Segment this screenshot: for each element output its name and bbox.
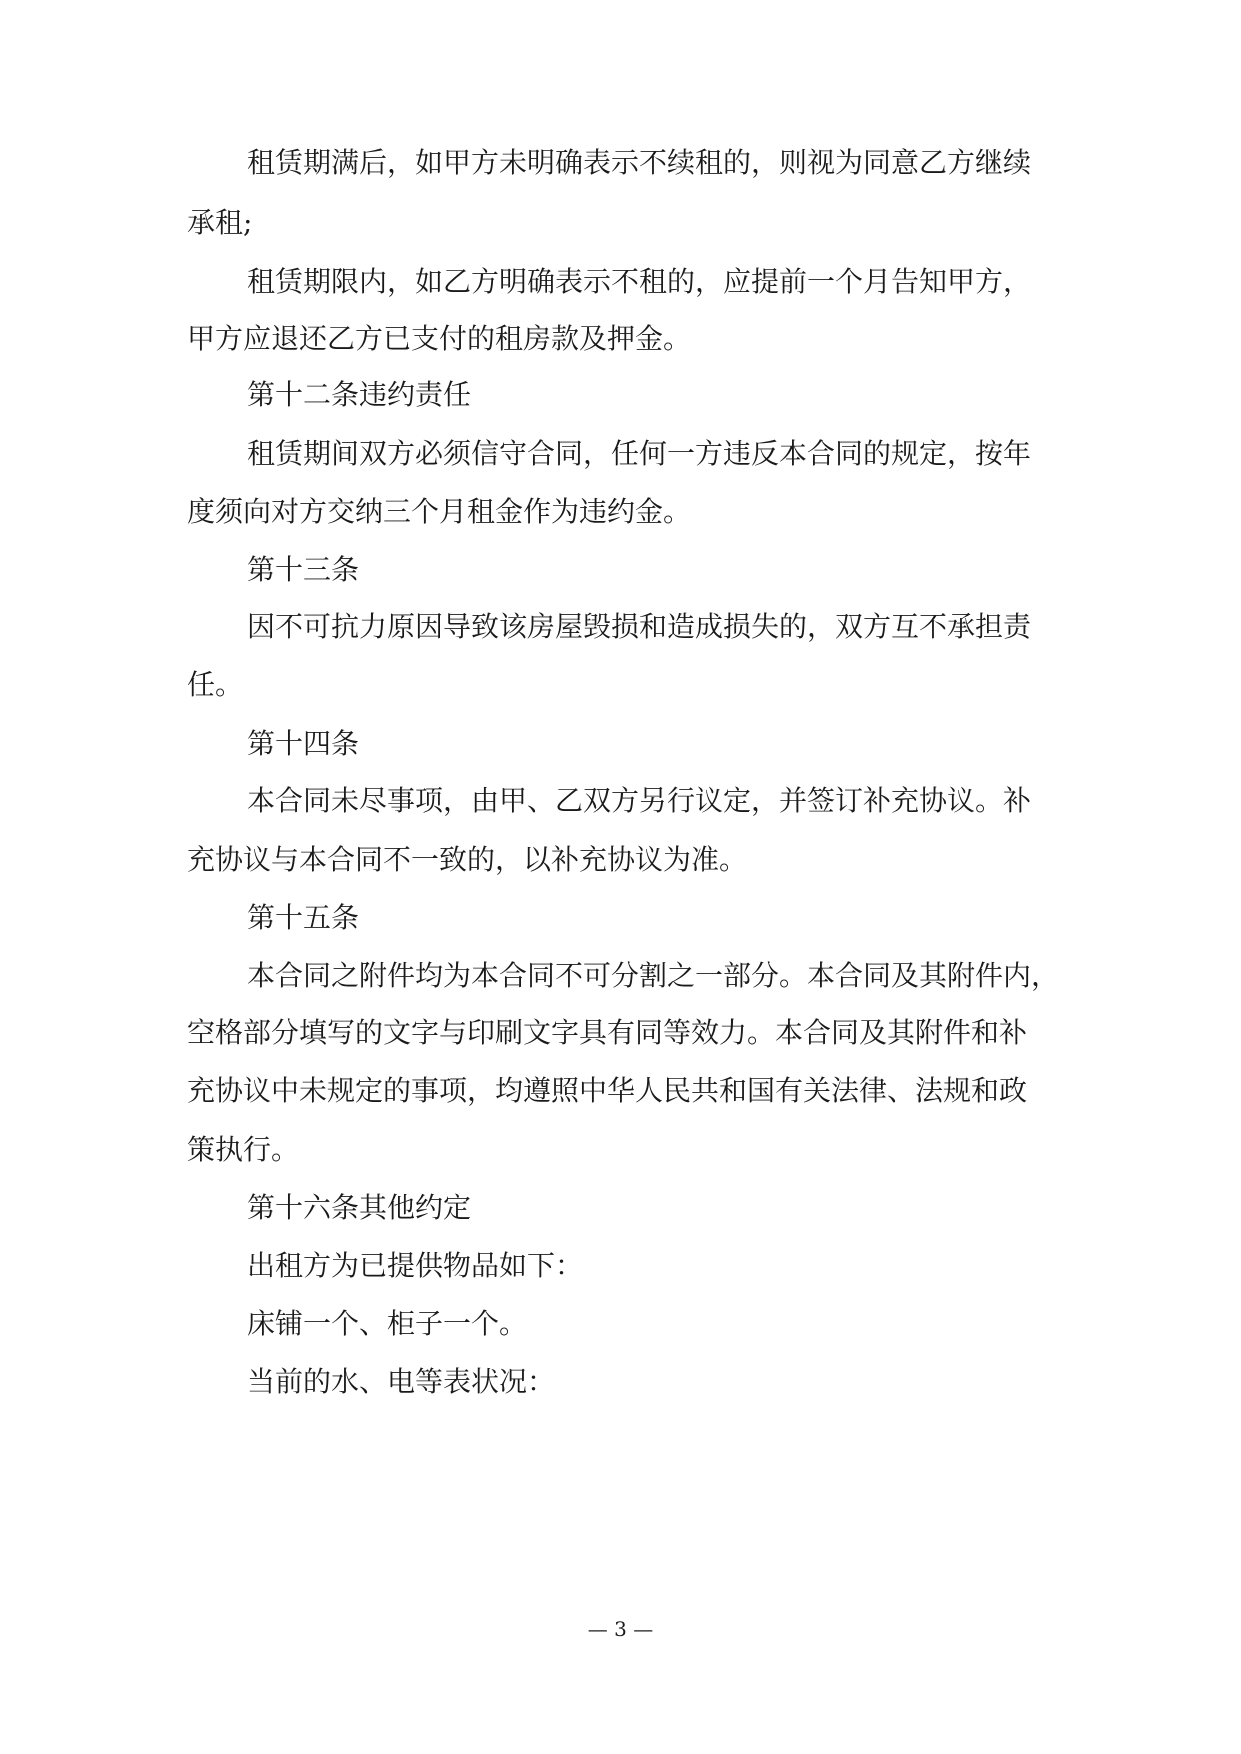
article-14-heading: 第十四条 xyxy=(247,727,360,760)
article-12-heading: 第十二条违约责任 xyxy=(247,378,472,411)
paragraph-4-line-1: 租赁期间双方必须信守合同，任何一方违反本合同的规定，按年 xyxy=(247,437,1032,470)
article-16-heading: 第十六条其他约定 xyxy=(247,1191,472,1224)
paragraph-6-line-2: 任。 xyxy=(187,668,244,701)
paragraph-4-line-2: 度须向对方交纳三个月租金作为违约金。 xyxy=(187,495,692,528)
paragraph-1-line-1: 租赁期满后，如甲方未明确表示不续租的，则视为同意乙方继续 xyxy=(247,146,1032,179)
paragraph-2-line-1: 租赁期限内，如乙方明确表示不租的，应提前一个月告知甲方， xyxy=(247,265,1032,298)
paragraph-1-line-2: 承租; xyxy=(187,206,253,239)
paragraph-13-line-1: 床铺一个、柜子一个。 xyxy=(247,1307,528,1340)
article-13-heading: 第十三条 xyxy=(247,553,360,586)
paragraph-10-line-4: 策执行。 xyxy=(187,1133,300,1166)
paragraph-12-line-1: 出租方为已提供物品如下： xyxy=(247,1249,584,1282)
page-number: — 3 — xyxy=(587,1617,654,1641)
paragraph-6-line-1: 因不可抗力原因导致该房屋毁损和造成损失的，双方互不承担责 xyxy=(247,610,1032,643)
paragraph-14-line-1: 当前的水、电等表状况： xyxy=(247,1365,556,1398)
paragraph-8-line-2: 充协议与本合同不一致的，以补充协议为准。 xyxy=(187,843,748,876)
paragraph-2-line-2: 甲方应退还乙方已支付的租房款及押金。 xyxy=(187,322,692,355)
article-15-heading: 第十五条 xyxy=(247,901,360,934)
paragraph-10-line-1: 本合同之附件均为本合同不可分割之一部分。本合同及其附件内， xyxy=(247,959,1060,992)
paragraph-10-line-2: 空格部分填写的文字与印刷文字具有同等效力。本合同及其附件和补 xyxy=(187,1016,1028,1049)
paragraph-8-line-1: 本合同未尽事项，由甲、乙双方另行议定，并签订补充协议。补 xyxy=(247,784,1032,817)
paragraph-10-line-3: 充协议中未规定的事项，均遵照中华人民共和国有关法律、法规和政 xyxy=(187,1074,1028,1107)
